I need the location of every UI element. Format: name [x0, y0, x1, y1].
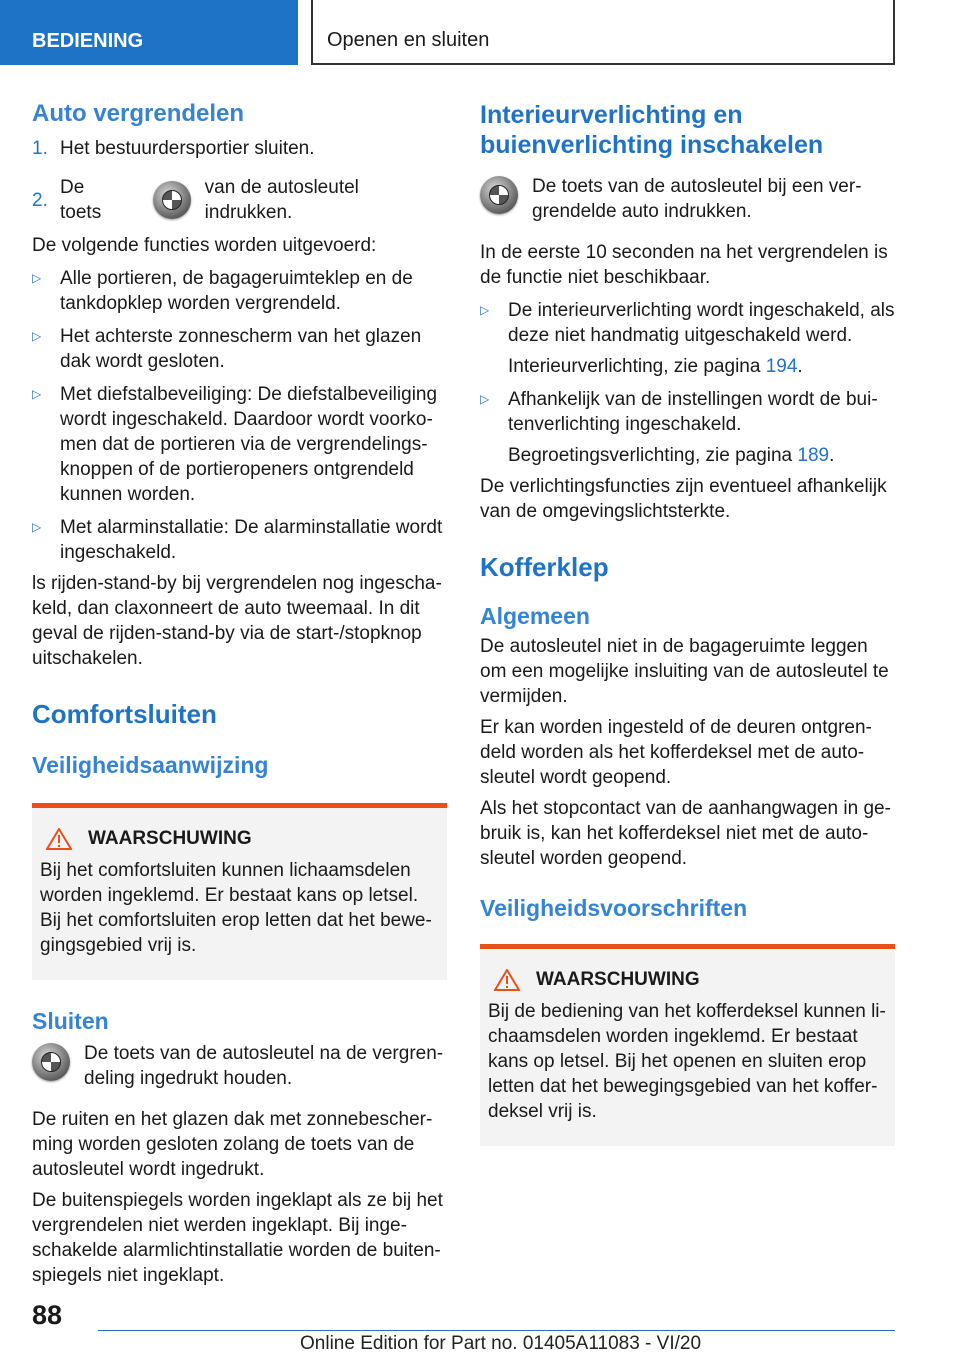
bullet-text: Alle portieren, de bagageruimteklep en de tankdopklep worden vergrendeld. [60, 268, 413, 314]
bullet-text: Afhankelijk van de instellingen wordt de bui-tenverlichting ingeschakeld. [508, 389, 878, 435]
light-title: Interieurverlichting en buienverlichting inschakelen [480, 101, 824, 159]
general-paragraph-2: Er kan worden ingesteld of de deuren ontgren-deld worden als het kofferdeksel met de auto-sleutel wordt geopend. [480, 717, 872, 788]
step-1 [32, 136, 447, 161]
comfort-title: Comfortsluiten [32, 699, 217, 729]
triangle-bullet-icon: ▷ [32, 329, 42, 343]
functions-intro: De volgende functies worden uitgevoerd: [32, 235, 377, 256]
header-section: BEDIENING [32, 30, 144, 52]
close-paragraph-2: De buitenspiegels worden ingeklapt als ze bij het vergrendelen niet werden ingeklapt. Bij inge-schakelde alarmlichtinstallatie worden de buiten-spiegels niet ingeklapt. [32, 1190, 443, 1286]
light-paragraph-2: De verlichtingsfuncties zijn eventueel afhankelijk van de omgevingslichtsterkte. [480, 476, 887, 522]
left-column [32, 100, 447, 1288]
car-key-lock-icon [480, 176, 518, 214]
bullet-item [480, 298, 895, 379]
reference-text: Begroetingsverlichting, zie pagina [508, 445, 793, 466]
warning-triangle-icon [46, 828, 72, 850]
close-paragraph-1: De ruiten en het glazen dak met zonnebescher-ming worden gesloten zolang de toets van de autosleutel wordt ingedrukt. [32, 1109, 433, 1180]
header-title: Openen en sluiten [327, 29, 490, 51]
bullet-item [32, 266, 447, 316]
triangle-bullet-icon: ▷ [480, 392, 490, 406]
warning-text: Bij het comfortsluiten kunnen lichaamsdelen worden ingeklemd. Er bestaat kans op letsel. Bij het comfortsluiten erop letten dat het bewe-gingsgebied vrij is. [40, 860, 432, 956]
car-key-lock-icon [153, 181, 190, 219]
safety-title-right: Veiligheidsvoorschriften [480, 895, 748, 921]
warning-title [488, 969, 887, 991]
warning-box-comfort [32, 803, 447, 980]
warning-box-trunk [480, 944, 895, 1146]
bullet-item [32, 324, 447, 374]
light-instruction [480, 174, 895, 224]
bullet-item [32, 515, 447, 565]
triangle-bullet-icon: ▷ [32, 520, 42, 534]
car-key-lock-icon [32, 1043, 70, 1081]
general-title: Algemeen [480, 603, 590, 629]
close-icon-text: De toets van de autosleutel na de vergren-deling ingedrukt houden. [84, 1043, 444, 1089]
step-text-pre: De toets [60, 177, 102, 223]
trunk-title: Kofferklep [480, 552, 609, 582]
light-icon-text: De toets van de autosleutel bij een ver-grendelde auto indrukken. [532, 176, 862, 222]
step-text-post: van de autosleutel indrukken. [204, 177, 359, 223]
footer-edition: Online Edition for Part no. 01405A11083 - VI/20 [300, 1333, 702, 1354]
close-instruction [32, 1041, 447, 1091]
bullet-text: De interieurverlichting wordt ingeschakeld, als deze niet handmatig uitgeschakeld werd. [508, 300, 895, 346]
warning-label: WAARSCHUWING [88, 828, 252, 849]
bullet-text: Het achterste zonnescherm van het glazen dak wordt gesloten. [60, 326, 422, 372]
general-paragraph-3: Als het stopcontact van de aanhangwagen in ge-bruik is, kan het kofferdeksel niet met de auto-sleutel worden geopend. [480, 798, 891, 869]
standby-text: ls rijden-stand-by bij vergrendelen nog ingescha-keld, dan claxonneert de auto tweemaal. In dit geval de rijden-stand-by via de start-/stopknop uitschakelen. [32, 573, 442, 669]
bullet-text: Met diefstalbeveiliging: De diefstalbeveiliging wordt ingeschakeld. Daardoor wordt voorko-men dat de portieren via de vergrendelings-knoppen of de portieropeners ontgrendeld kunnen worden. [60, 384, 438, 505]
bullet-text: Met alarminstallatie: De alarminstallatie wordt ingeschakeld. [60, 517, 443, 563]
warning-title [40, 828, 439, 850]
warning-triangle-icon [494, 969, 520, 991]
footer-divider [98, 1330, 895, 1331]
close-title: Sluiten [32, 1008, 109, 1034]
triangle-bullet-icon: ▷ [32, 387, 42, 401]
triangle-bullet-icon: ▷ [32, 271, 42, 285]
page-number: 88 [32, 1300, 63, 1330]
triangle-bullet-icon: ▷ [480, 303, 490, 317]
safety-title-left: Veiligheidsaanwijzing [32, 752, 269, 778]
general-paragraph-1: De autosleutel niet in de bagageruimte leggen om een mogelijke insluiting van de autosleutel te vermijden. [480, 636, 889, 707]
bullet-item [480, 387, 895, 468]
bullet-item [32, 382, 447, 507]
page-reference: Begroetingsverlichting, zie pagina 189. [508, 445, 835, 466]
header-section-tab [0, 0, 298, 65]
page-link[interactable]: 189 [797, 445, 830, 466]
step-2 [32, 175, 447, 225]
header-title-box [311, 0, 895, 65]
lock-title: Auto vergrendelen [32, 100, 245, 127]
reference-text: Interieurverlichting, zie pagina [508, 356, 761, 377]
page-reference: Interieurverlichting, zie pagina 194. [508, 356, 803, 377]
step-text: Het bestuurdersportier sluiten. [60, 138, 315, 159]
warning-label: WAARSCHUWING [536, 969, 700, 990]
step-number: 1. [32, 138, 48, 159]
page-link[interactable]: 194 [765, 356, 798, 377]
right-column [480, 100, 895, 1146]
light-paragraph-1: In de eerste 10 seconden na het vergrendelen is de functie niet beschikbaar. [480, 242, 888, 288]
warning-text: Bij de bediening van het kofferdeksel kunnen li-chaamsdelen worden ingeklemd. Er bestaat kans op letsel. Bij het openen en sluiten erop letten dat het bewegingsgebied van het koffer-deksel vrij is. [488, 1001, 886, 1122]
step-number: 2. [32, 189, 48, 211]
